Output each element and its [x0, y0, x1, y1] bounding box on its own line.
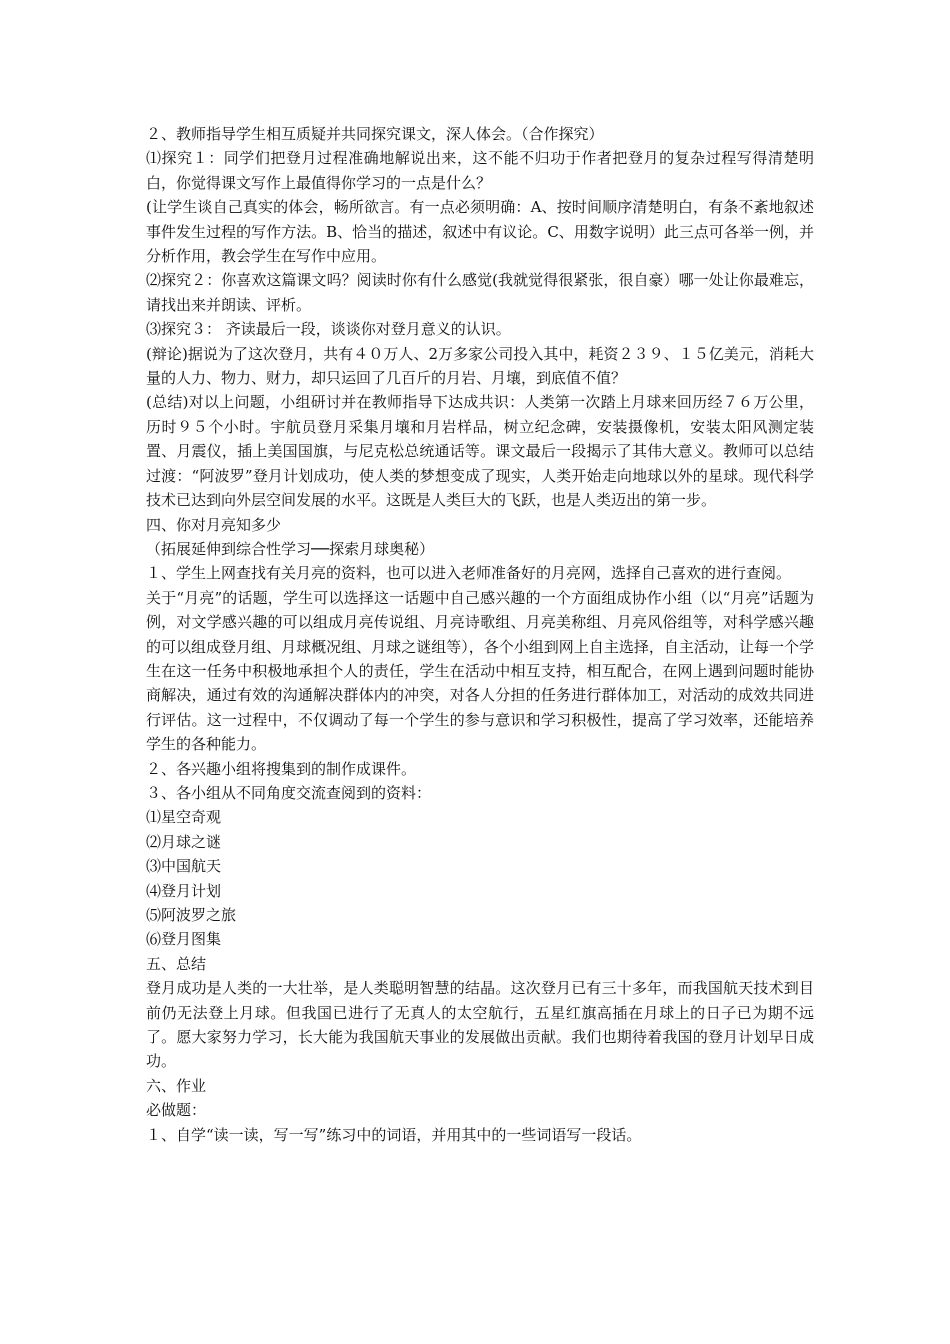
paragraph: 关于“月亮”的话题，学生可以选择这一话题中自己感兴趣的一个方面组成协作小组（以“月亮”话题为例，对文学感兴趣的可以组成月亮传说组、月亮诗歌组、月亮美称组、月亮风俗组等，对科学感兴趣的可以组成登月组、月球概况组、月球之谜组等），各个小组到网上自主选择，自主活动，让每一个学生在这一任务中积极地承担个人的责任，学生在活动中相互支持，相互配合，在网上遇到问题时能协商解决，通过有效的沟通解决群体内的冲突，对各人分担的任务进行群体加工，对活动的成效共同进行评估。这一过程中，不仅调动了每一个学生的参与意识和学习积极性，提高了学习效率，还能培养学生的各种能力。: [146, 588, 814, 754]
paragraph: (总结)对以上问题，小组研讨并在教师指导下达成共识：人类第一次踏上月球来回历经７６万公里，历时９５个小时。宇航员登月采集月壤和月岩样品，树立纪念碑，安装摄像机，安装太阳风测定装置、月震仪，插上美国国旗，与尼克松总统通话等。课文最后一段揭示了其伟大意义。教师可以总结过渡：“阿波罗”登月计划成功，使人类的梦想变成了现实，人类开始走向地球以外的星球。现代科学技术已达到向外层空间发展的水平。这既是人类巨大的飞跃，也是人类迈出的第一步。: [146, 393, 814, 510]
section-heading: 六、作业: [146, 1076, 207, 1095]
section-heading: 五、总结: [146, 954, 207, 973]
document-page: [146, 122, 814, 1147]
paragraph: 登月成功是人类的一大壮举，是人类聪明智慧的结晶。这次登月已有三十多年，而我国航天技术到目前仍无法登上月球。但我国已进行了无真人的太空航行，五星红旗高插在月球上的日子已为期不远了。愿大家努力学习，长大能为我国航天事业的发展做出贡献。我们也期待着我国的登月计划早日成功。: [146, 979, 814, 1071]
list-item: ⑴星空奇观: [146, 808, 222, 827]
list-item: ⑵月球之谜: [146, 832, 222, 851]
paragraph: ２、各兴趣小组将搜集到的制作成课件。: [146, 759, 417, 778]
paragraph: ２、教师指导学生相互质疑并共同探究课文，深人体会。（合作探究）: [146, 125, 604, 143]
list-item: ⑶中国航天: [146, 857, 222, 876]
paragraph: ⑵探究２：你喜欢这篇课文吗？阅读时你有什么感觉(我就觉得很紧张，很自豪）哪一处让你最难忘，请找出来并朗读、评析。: [146, 271, 814, 314]
paragraph: ３、各小组从不同角度交流查阅到的资料：: [146, 783, 432, 802]
paragraph: （拓展延伸到综合性学习──探索月球奥秘）: [146, 539, 435, 558]
paragraph: ⑴探究１：同学们把登月过程准确地解说出来，这不能不归功于作者把登月的复杂过程写得清楚明白，你觉得课文写作上最值得你学习的一点是什么？: [146, 149, 814, 192]
list-item: ⑹登月图集: [146, 930, 222, 949]
list-item: ⑷登月计划: [146, 881, 222, 900]
paragraph: ⑶探究３： 齐读最后一段，谈谈你对登月意义的认识。: [146, 320, 511, 339]
section-heading: 四、你对月亮知多少: [146, 515, 282, 534]
paragraph: 必做题：: [146, 1101, 207, 1120]
paragraph: １、学生上网查找有关月亮的资料，也可以进入老师准备好的月亮网，选择自己喜欢的进行查阅。: [146, 564, 792, 583]
paragraph: １、自学“读一读，写一写”练习中的词语，并用其中的一些词语写一段话。: [146, 1125, 642, 1144]
list-item: ⑸阿波罗之旅: [146, 906, 237, 924]
paragraph: (辩论)据说为了这次登月，共有４０万人、2万多家公司投入其中，耗资２３９、１５亿美元，消耗大量的人力、物力、财力，却只运回了几百斤的月岩、月壤，到底值不值？: [146, 344, 814, 388]
paragraph: (让学生谈自己真实的体会，畅所欲言。有一点必须明确：A、按时间顺序清楚明白，有条不紊地叙述事件发生过程的写作方法。B、恰当的描述，叙述中有议论。C、用数字说明）此三点可各举一例，并分析作用，教会学生在写作中应用。: [146, 198, 814, 266]
